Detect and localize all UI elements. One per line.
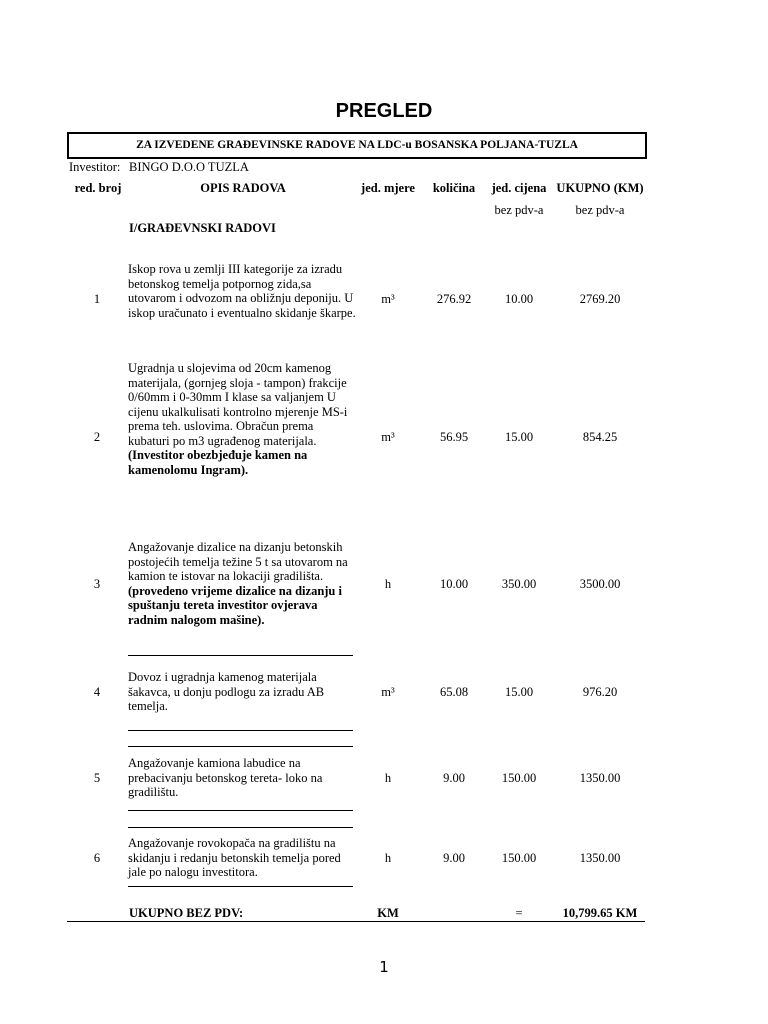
row-6-num: 6 — [93, 851, 101, 865]
header-bez-pdv-total: bez pdv-a — [575, 203, 625, 217]
row-5-unit: h — [384, 771, 392, 785]
row-divider — [128, 827, 353, 828]
row-2-description — [128, 361, 358, 477]
row-2-qty: 56.95 — [439, 430, 469, 444]
header-kolicina: količina — [432, 181, 476, 195]
row-4-num: 4 — [93, 685, 101, 699]
row-divider — [128, 746, 353, 747]
row-1-qty: 276.92 — [436, 292, 472, 306]
total-value: 10,799.65 KM — [562, 906, 638, 920]
total-label: UKUPNO BEZ PDV: — [129, 906, 244, 920]
row-3-num: 3 — [93, 577, 101, 591]
row-3-unit: h — [384, 577, 392, 591]
total-underline — [67, 921, 645, 922]
row-3-description — [128, 540, 358, 627]
row-4-total: 976.20 — [582, 685, 618, 699]
section-title: I/GRAĐEVNSKI RADOVI — [129, 221, 276, 235]
row-1-description — [128, 262, 358, 320]
row-2-desc-text: Ugradnja u slojevima od 20cm kamenog materijala, (gornjeg sloja - tampon) frakcije 0/60mm i 0-30mm I klase sa valjanjem U cijenu ukalkulisati kontrolno mjerenje MS-i prema teh. uslovima. Obračun prema kubaturi po m3 ugrađenog materijala. — [128, 361, 348, 448]
row-4-unit: m³ — [381, 685, 395, 699]
row-6-unit: h — [384, 851, 392, 865]
document-subtitle: ZA IZVEDENE GRAĐEVINSKE RADOVE NA LDC-u BOSANSKA POLJANA-TUZLA — [67, 132, 647, 159]
investor-value: BINGO D.O.O TUZLA — [129, 160, 249, 174]
row-4-price: 15.00 — [504, 685, 534, 699]
header-opis-radova: OPIS RADOVA — [200, 181, 286, 195]
row-2-unit: m³ — [381, 430, 395, 444]
row-5-description — [128, 756, 358, 800]
row-6-qty: 9.00 — [443, 851, 465, 865]
row-6-desc-text: Angažovanje rovokopača na gradilištu na skidanju i redanju betonskih temelja pored jale po nalogu investitora. — [128, 836, 341, 879]
row-5-total: 1350.00 — [579, 771, 621, 785]
header-jed-mjere: jed. mjere — [361, 181, 415, 195]
row-6-price: 150.00 — [501, 851, 537, 865]
row-3-desc-text: Angažovanje dizalice na dizanju betonskih postojećih temelja težine 5 t sa utovarom na kamion te istovar na lokaciji gradilišta. — [128, 540, 348, 583]
row-divider — [128, 810, 353, 811]
row-5-qty: 9.00 — [443, 771, 465, 785]
row-2-desc-bold: (Investitor obezbjeđuje kamen na kamenolomu Ingram). — [128, 448, 308, 477]
header-jed-cijena: jed. cijena — [491, 181, 547, 195]
header-ukupno: UKUPNO (KM) — [556, 181, 644, 195]
row-divider — [128, 730, 353, 731]
investor-label: Investitor: — [69, 160, 121, 174]
page-number: 1 — [379, 958, 389, 976]
header-red-broj: red. broj — [74, 181, 122, 195]
row-1-total: 2769.20 — [579, 292, 621, 306]
row-2-total: 854.25 — [582, 430, 618, 444]
row-4-description — [128, 670, 358, 714]
row-3-price: 350.00 — [501, 577, 537, 591]
row-5-desc-text: Angažovanje kamiona labudice na prebacivanju betonskog tereta- loko na gradilištu. — [128, 756, 323, 799]
row-2-price: 15.00 — [504, 430, 534, 444]
row-3-desc-bold: (provedeno vrijeme dizalice na dizanju i spuštanju tereta investitor ovjerava radnim nalogom mašine). — [128, 583, 342, 627]
row-5-price: 150.00 — [501, 771, 537, 785]
row-1-price: 10.00 — [504, 292, 534, 306]
row-3-qty: 10.00 — [439, 577, 469, 591]
row-5-num: 5 — [93, 771, 101, 785]
row-4-qty: 65.08 — [439, 685, 469, 699]
row-1-num: 1 — [93, 292, 101, 306]
row-6-total: 1350.00 — [579, 851, 621, 865]
row-1-desc-text: Iskop rova u zemlji III kategorije za izradu betonskog temelja potpornog zida,sa utovarom i odvozom na obližnju deponiju. U iskop uračunato i eventualno skidanje škarpe. — [128, 262, 356, 320]
total-equals: = — [515, 906, 523, 920]
row-2-num: 2 — [93, 430, 101, 444]
row-6-description — [128, 836, 358, 880]
row-4-desc-text: Dovoz i ugradnja kamenog materijala šakavca, u donju podlogu za izradu AB temelja. — [128, 670, 325, 713]
row-divider — [128, 886, 353, 887]
page-title: PREGLED — [335, 100, 433, 122]
header-bez-pdv-price: bez pdv-a — [494, 203, 544, 217]
row-3-total: 3500.00 — [579, 577, 621, 591]
row-divider — [128, 655, 353, 656]
total-unit: KM — [377, 906, 399, 920]
row-1-unit: m³ — [381, 292, 395, 306]
